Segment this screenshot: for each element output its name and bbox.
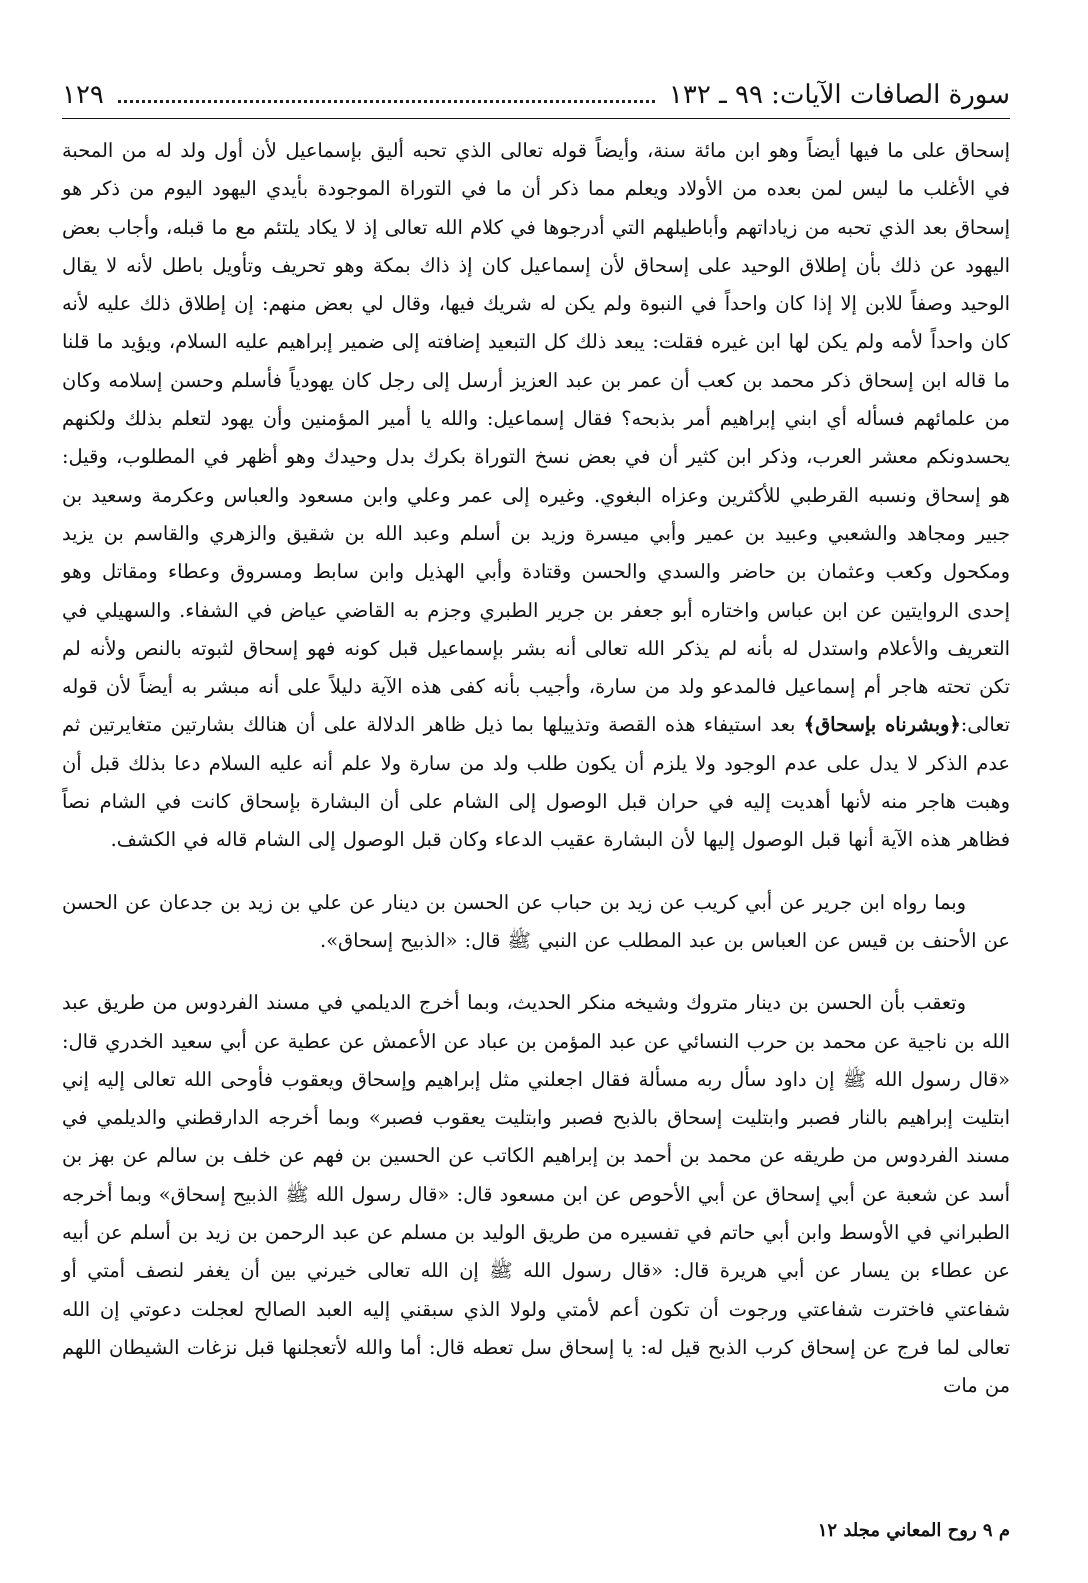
header-rule — [62, 118, 1010, 119]
body-text — [62, 132, 1010, 1406]
dot-leader — [118, 74, 655, 103]
paragraph-1: إسحاق على ما فيها أيضاً وهو ابن مائة سنة، وأيضاً قوله تعالى الذي تحبه أليق بإسماعيل لأن أول ولد له من المحبة في الأغلب ما ليس لمن بعده من الأولاد ويعلم مما ذكر أن ما في التوراة الموجودة بأيدي اليهود اليوم من ذكر هو إسحاق بعد الذي تحبه من زياداتهم وأباطيلهم التي أدرجوها في كلام الله تعالى إذ لا يكاد يلتئم مع ما قبله، وأجاب بعض اليهود عن ذلك بأن إطلاق الوحيد على إسحاق لأن إسماعيل كان إذ ذاك بمكة وهو تحريف وتأويل باطل لأنه لا يقال الوحيد وصفاً للابن إلا إذا كان واحداً في النبوة ولم يكن له شريك فيها، وقال لي بعض منهم: إن إطلاق ذلك عليه لأنه كان واحداً لأمه ولم يكن لها ابن غيره فقلت: يبعد ذلك كل التبعيد إضافته إلى ضمير إبراهيم عليه السلام، ويؤيد ما قلنا ما قاله ابن إسحاق ذكر محمد بن كعب أن عمر بن عبد العزيز أرسل إلى رجل كان يهودياً فأسلم وحسن إسلامه وكان من علمائهم فسأله أي ابني إبراهيم أمر بذبحه؟ فقال إسماعيل: والله يا أمير المؤمنين وأن يهود لتعلم بذلك ولكنهم يحسدونكم معشر العرب، وذكر ابن كثير أن في بعض نسخ التوراة بكرك بدل وحيدك وهو أظهر في المطلوب، وقيل: هو إسحاق ونسبه القرطبي للأكثرين وعزاه البغوي. وغيره إلى عمر وعلي وابن مسعود والعباس وعكرمة وسعيد بن جبير ومجاهد والشعبي وعبيد بن عمير وأبي ميسرة وزيد بن أسلم وعبد الله بن شقيق والزهري والقاسم بن يزيد ومكحول وكعب وعثمان بن حاضر والسدي والحسن وقتادة وأبي الهذيل وابن سابط ومسروق وعطاء ومقاتل وهو إحدى الروايتين عن ابن عباس واختاره أبو جعفر بن جرير الطبري وجزم به القاضي عياض في الشفاء. والسهيلي في التعريف والأعلام واستدل له بأنه لم يذكر الله تعالى أنه بشر بإسماعيل قبل كونه فهو إسحاق لثبوته بالنص ولأنه لم تكن تحته هاجر أم إسماعيل فالمدعو ولد من سارة، وأجيب بأنه كفى هذه الآية دليلاً على أنه مبشر به أيضاً لأن قوله تعالى:﴿وبشرناه بإسحاق﴾ بعد استيفاء هذه القصة وتذييلها بما ذيل ظاهر الدلالة على أن هنالك بشارتين متغايرتين ثم عدم الذكر لا يدل على عدم الوجود ولا يلزم أن يكون طلب ولد من سارة ولا علم أنه عليه السلام دعا بذلك قبل أن وهبت هاجر منه لأنها أهديت إليه في حران قبل الوصول إلى الشام على أن البشارة بإسحاق كانت في الشام نصاً فظاهر هذه الآية أنها قبل الوصول إليها لأن البشارة عقيب الدعاء وكان قبل الوصول إلى الشام قاله في الكشف. — [62, 139, 1010, 852]
running-header — [62, 70, 1010, 120]
paragraph-2: وبما رواه ابن جرير عن أبي كريب عن زيد بن حباب عن الحسن بن دينار عن علي بن زيد بن جدعان عن الحسن عن الأحنف بن قيس عن العباس بن عبد المطلب عن النبي ﷺ قال: «الذبيح إسحاق». — [62, 890, 1010, 952]
quran-quote: ﴿وبشرناه بإسحاق﴾ — [803, 713, 961, 737]
signature-line: م ٩ روح المعاني مجلد ١٢ — [817, 1520, 1010, 1541]
paragraph-3: وتعقب بأن الحسن بن دينار متروك وشيخه منكر الحديث، وبما أخرج الديلمي في مسند الفردوس من طريق عبد الله بن ناجية عن محمد بن حرب النسائي عن عبد المؤمن بن عباد عن الأعمش عن عطية عن أبي سعيد الخدري قال: «قال رسول الله ﷺ إن داود سأل ربه مسألة فقال اجعلني مثل إبراهيم وإسحاق ويعقوب فأوحى الله تعالى إليه إني ابتليت إبراهيم بالنار فصبر وابتليت إسحاق بالذبح فصبر وابتليت يعقوب فصبر» وبما أخرجه الدارقطني والديلمي في مسند الفردوس من طريقه عن محمد بن أحمد بن إبراهيم الكاتب عن الحسين بن فهم عن خلف بن سالم عن بهز بن أسد عن شعبة عن أبي إسحاق عن أبي الأحوص عن ابن مسعود قال: «قال رسول الله ﷺ الذبيح إسحاق» وبما أخرجه الطبراني في الأوسط وابن أبي حاتم في تفسيره من طريق الوليد بن مسلم عن عبد الرحمن بن زيد بن أسلم عن أبيه عن عطاء بن يسار عن أبي هريرة قال: «قال رسول الله ﷺ إن الله تعالى خيرني بين أن يغفر لنصف أمتي أو شفاعتي فاخترت شفاعتي ورجوت أن تكون أعم لأمتي ولولا الذي سبقني إليه العبد الصالح لعجلت دعوتي إن الله تعالى لما فرج عن إسحاق كرب الذبح قيل له: يا إسحاق سل تعطه قال: أما والله لأتعجلنها قبل نزغات الشيطان اللهم من مات — [62, 991, 1010, 1398]
page-number: ١٢٩ — [62, 80, 104, 110]
surah-title: سورة الصافات الآيات: ٩٩ ـ ١٣٢ — [668, 80, 1010, 110]
